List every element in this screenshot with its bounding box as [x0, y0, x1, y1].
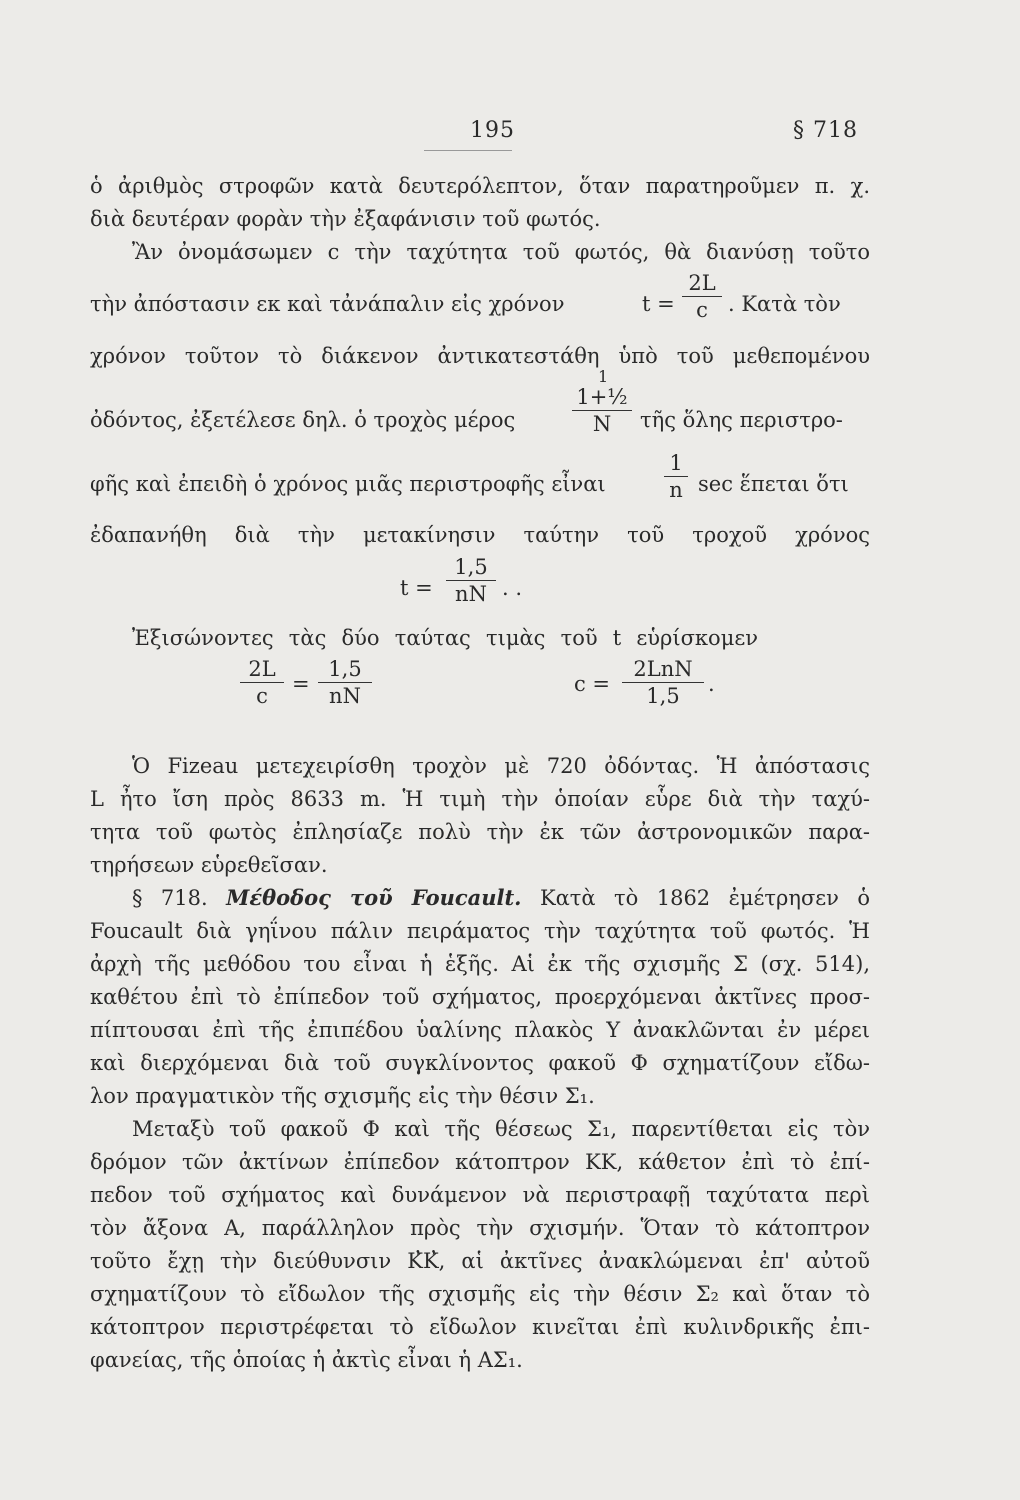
text-line-21: Μεταξὺ τοῦ φακοῦ Φ καὶ τῆς θέσεως Σ₁, παρεντίθεται εἰς τὸν	[132, 1117, 870, 1141]
fraction-numerator: 2L	[240, 656, 284, 683]
equation-1-t: t =	[400, 576, 433, 600]
text-line-4-t: t =	[642, 292, 675, 316]
text-line-27: κάτοπτρον περιστρέφεται τὸ εἴδωλον κινεῖται ἐπὶ κυλινδρικῆς ἐπι-	[90, 1315, 870, 1339]
fraction-2L-over-c	[682, 270, 722, 323]
text-line-24: τὸν ἄξονα Α, παράλληλον πρὸς τὴν σχισμήν. Ὅταν τὸ κάτοπτρον	[90, 1216, 870, 1240]
fraction-part-of-turn	[572, 384, 632, 437]
page-number-rule	[424, 150, 512, 151]
section-mark: § 718.	[132, 886, 208, 910]
section-heading-line	[132, 884, 870, 912]
fraction-denominator: 1,5	[646, 684, 680, 708]
text-line-5: χρόνον τοῦτον τὸ διάκενον ἀντικατεστάθη ὑπὸ τοῦ μεθεπομένου	[90, 344, 870, 368]
text-line-23: πεδον τοῦ σχήματος καὶ δυνάμενον νὰ περιστραφῇ ταχύτατα περὶ	[90, 1183, 870, 1207]
equation-2-fraction-a	[240, 656, 284, 709]
fraction-denominator: n	[669, 478, 683, 502]
equation-2-equals: =	[292, 672, 310, 696]
fraction-denominator: c	[256, 684, 268, 708]
text-line-2: διὰ δευτέραν φορὰν τὴν ἐξαφάνισιν τοῦ φωτός.	[90, 207, 601, 231]
text-line-6-post: τῆς ὅλης περιστρο-	[640, 408, 843, 432]
text-line-16: ἀρχὴ τῆς μεθόδου του εἶναι ἡ ἑξῆς. Αἱ ἐκ τῆς σχισμῆς Σ (σχ. 514),	[90, 952, 870, 976]
text-line-1: ὁ ἀριθμὸς στροφῶν κατὰ δευτερόλεπτον, ὅταν παρατηροῦμεν π. χ.	[90, 174, 870, 198]
fraction-denominator: nN	[329, 684, 361, 708]
section-title: Μέθοδος τοῦ Foucault.	[226, 885, 522, 910]
text-line-3: Ἂν ὀνομάσωμεν c τὴν ταχύτητα τοῦ φωτός, θὰ διανύσῃ τοῦτο	[132, 240, 870, 264]
text-line-7-post: sec ἕπεται ὅτι	[698, 472, 849, 496]
equation-3-fraction	[622, 656, 704, 709]
text-line-4-post: . Κατὰ τὸν	[728, 292, 841, 316]
fraction-numerator: 2L	[682, 270, 722, 297]
text-line-28: φανείας, τῆς ὁποίας ἡ ἀκτὶς εἶναι ἡ ΑΣ₁.	[90, 1348, 523, 1372]
text-line-11: L ἦτο ἴση πρὸς 8633 m. Ἡ τιμὴ τὴν ὁποίαν εὗρε διὰ τὴν ταχύ-	[90, 787, 870, 811]
text-line-8: ἐδαπανήθη διὰ τὴν μετακίνησιν ταύτην τοῦ τροχοῦ χρόνος	[90, 523, 870, 547]
fraction-numerator: 1,5	[318, 656, 372, 683]
text-line-15: Foucault διὰ γηΐνου πάλιν πειράματος τὴν ταχύτητα τοῦ φωτός. Ἡ	[90, 919, 870, 943]
text-line-7-pre: φῆς καὶ ἐπειδὴ ὁ χρόνος μιᾶς περιστροφῆς εἶναι	[90, 472, 606, 496]
fraction-part-top: 1	[598, 367, 609, 386]
text-line-17: καθέτου ἐπὶ τὸ ἐπίπεδον τοῦ σχήματος, προερχόμεναι ἀκτῖνες προσ-	[90, 985, 870, 1009]
text-line-4-pre: τὴν ἀπόστασιν εκ καὶ τἀνάπαλιν εἰς χρόνον	[90, 292, 565, 316]
page-number: 195	[470, 118, 515, 143]
text-line-20: λον πραγματικὸν τῆς σχισμῆς εἰς τὴν θέσιν Σ₁.	[90, 1084, 595, 1108]
text-line-19: καὶ διερχόμεναι διὰ τοῦ συγκλίνοντος φακοῦ Φ σχηματίζουν εἴδω-	[90, 1051, 870, 1075]
text-line-13: τηρήσεων εὑρεθεῖσαν.	[90, 853, 328, 877]
equation-2-fraction-b	[318, 656, 372, 709]
fraction-denominator: N	[592, 412, 612, 436]
text-line-25: τοῦτο ἔχῃ τὴν διεύθυνσιν Κ̓Κ̓, αἱ ἀκτῖνες ἀνακλώμεναι ἐπ' αὐτοῦ	[90, 1249, 870, 1273]
equation-1-end: . .	[502, 576, 523, 600]
text-line-10: Ὁ Fizeau μετεχειρίσθη τροχὸν μὲ 720 ὀδόντας. Ἡ ἀπόστασις	[132, 754, 870, 778]
text-line-6-pre: ὀδόντος, ἐξετέλεσε δηλ. ὁ τροχὸς μέρος	[90, 408, 516, 432]
text-line-9: Ἐξισώνοντες τὰς δύο ταύτας τιμὰς τοῦ t εὑρίσκομεν	[132, 626, 758, 650]
text-line-18: πίπτουσαι ἐπὶ τῆς ἐπιπέδου ὑαλίνης πλακὸς Υ ἀνακλῶνται ἐν μέρει	[90, 1018, 870, 1042]
fraction-numerator: 1	[664, 450, 688, 477]
equation-3-c: c =	[574, 672, 611, 696]
section-heading-rest: Κατὰ τὸ 1862 ἐμέτρησεν ὁ	[539, 886, 870, 910]
fraction-numerator: 1+½	[572, 384, 632, 411]
fraction-1-over-n	[664, 450, 688, 503]
text-line-22: δρόμον τῶν ἀκτίνων ἐπίπεδον κάτοπτρον ΚΚ, κάθετον ἐπὶ τὸ ἐπί-	[90, 1150, 870, 1174]
fraction-denominator: nN	[455, 582, 487, 606]
fraction-numerator: 2LnN	[622, 656, 704, 683]
fraction-numerator: 1,5	[446, 554, 496, 581]
text-line-12: τητα τοῦ φωτὸς ἐπλησίαζε πολὺ τὴν ἐκ τῶν ἀστρονομικῶν παρα-	[90, 820, 870, 844]
section-reference: § 718	[793, 118, 858, 143]
equation-3-end: .	[708, 672, 715, 696]
equation-1-fraction	[446, 554, 496, 607]
text-line-26: σχηματίζουν τὸ εἴδωλον τῆς σχισμῆς εἰς τὴν θέσιν Σ₂ καὶ ὅταν τὸ	[90, 1282, 870, 1306]
fraction-denominator: c	[696, 298, 708, 322]
